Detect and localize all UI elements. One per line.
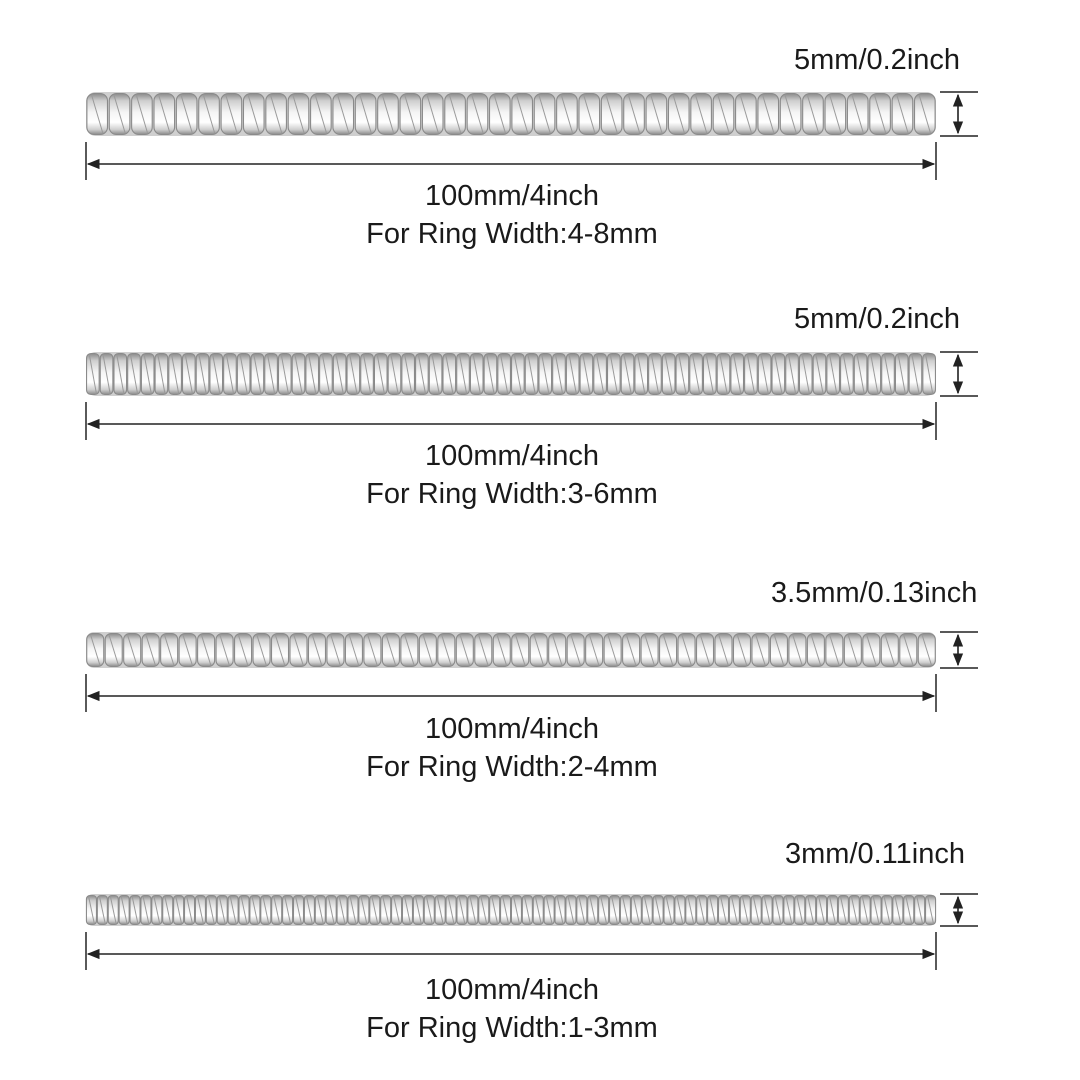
diameter-label: 3mm/0.11inch — [785, 838, 965, 870]
length-label: 100mm/4inch — [424, 713, 600, 745]
diameter-label: 5mm/0.2inch — [794, 44, 961, 76]
length-label: 100mm/4inch — [424, 440, 600, 472]
adjuster-graphic-4 — [0, 0, 1080, 270]
spring-tube — [86, 352, 936, 396]
ring-width-label: For Ring Width:4-8mm — [366, 218, 658, 250]
ring-width-label: For Ring Width:1-3mm — [366, 1012, 658, 1044]
length-label: 100mm/4inch — [424, 180, 600, 212]
ring-width-label: For Ring Width:2-4mm — [366, 751, 658, 783]
diameter-label: 3.5mm/0.13inch — [771, 577, 978, 609]
diameter-label: 5mm/0.2inch — [794, 303, 961, 335]
spring-tube — [86, 632, 936, 668]
ring-width-label: For Ring Width:3-6mm — [366, 478, 658, 510]
spring-tube — [86, 894, 936, 926]
length-label: 100mm/4inch — [424, 974, 600, 1006]
